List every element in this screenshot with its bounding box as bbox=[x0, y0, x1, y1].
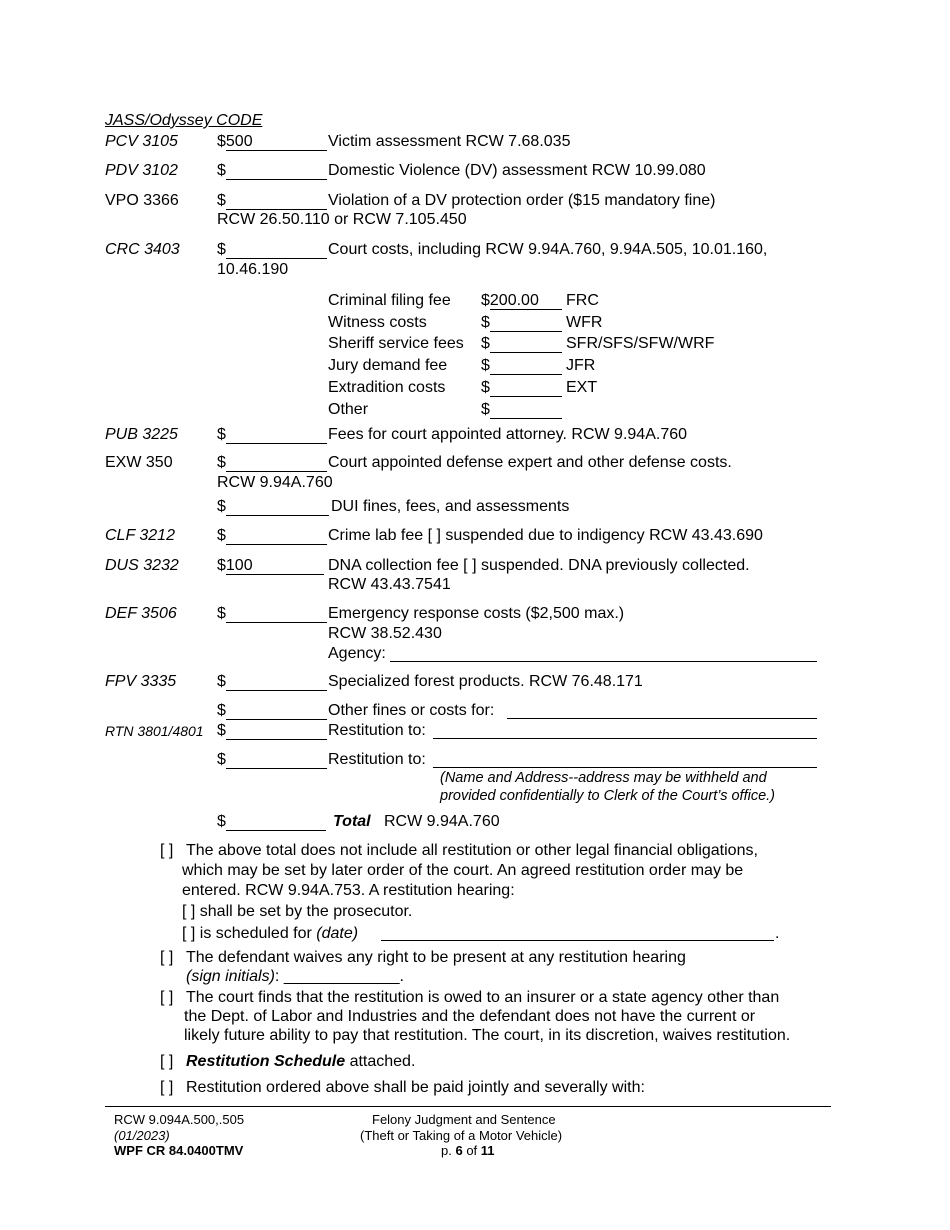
footer-subtitle: (Theft or Taking of a Motor Vehicle) bbox=[360, 1128, 563, 1143]
code-dus: DUS 3232 bbox=[105, 557, 179, 574]
dollar-sign: $ bbox=[217, 241, 226, 258]
amount-field-other[interactable] bbox=[226, 701, 327, 720]
restitution-note-line1: The above total does not include all restitution or other legal financial obligations, bbox=[186, 842, 758, 859]
code-pub: PUB 3225 bbox=[105, 426, 178, 443]
cost-code: WFR bbox=[566, 314, 603, 331]
amount-pcv[interactable] bbox=[217, 132, 327, 152]
footer-page bbox=[441, 1143, 495, 1159]
cost-label: Sheriff service fees bbox=[328, 335, 464, 352]
insurer-line2: the Dept. of Labor and Industries and the defendant does not have the current or bbox=[184, 1008, 756, 1025]
dollar-sign: $ bbox=[217, 426, 226, 443]
agency-field[interactable] bbox=[390, 661, 817, 662]
dollar-sign: $ bbox=[217, 498, 226, 515]
dollar-sign: $ bbox=[217, 162, 226, 179]
desc-crc-2: 10.46.190 bbox=[217, 261, 289, 278]
dollar-sign: $ bbox=[217, 192, 226, 209]
desc-fpv: Specialized forest products. RCW 76.48.171 bbox=[328, 673, 643, 690]
amount-pdv[interactable] bbox=[217, 161, 327, 181]
cost-amount-field[interactable] bbox=[490, 291, 562, 310]
dollar-sign: $ bbox=[217, 454, 226, 471]
desc-dus: DNA collection fee [ ] suspended. DNA previously collected. bbox=[328, 557, 750, 574]
amount-rtn[interactable] bbox=[217, 721, 327, 741]
code-pcv: PCV 3105 bbox=[105, 133, 178, 150]
code-exw: EXW 350 bbox=[105, 454, 173, 471]
checkbox-schedule[interactable]: [ ] bbox=[160, 1053, 174, 1070]
desc-def: Emergency response costs ($2,500 max.) bbox=[328, 605, 625, 622]
amount-field-clf[interactable] bbox=[226, 526, 327, 545]
amount-other[interactable] bbox=[217, 701, 327, 721]
amount-crc[interactable] bbox=[217, 240, 327, 260]
dollar-sign: $ bbox=[481, 335, 490, 352]
amount-field-crc[interactable] bbox=[226, 240, 327, 259]
dollar-sign: $ bbox=[217, 751, 226, 768]
checkbox-insurer[interactable]: [ ] bbox=[160, 989, 174, 1006]
dollar-sign: $ bbox=[217, 702, 226, 719]
hearing-scheduled-text: [ ] is scheduled for bbox=[182, 925, 317, 942]
desc-vpo-2: RCW 26.50.110 or RCW 7.105.450 bbox=[217, 211, 467, 228]
cost-amount[interactable] bbox=[481, 313, 562, 333]
page-total: 11 bbox=[480, 1143, 495, 1158]
schedule-text bbox=[186, 1052, 415, 1072]
cost-amount[interactable] bbox=[481, 334, 562, 354]
code-clf: CLF 3212 bbox=[105, 527, 175, 544]
hearing-option-scheduled[interactable] bbox=[182, 924, 358, 944]
amount-rtn2[interactable] bbox=[217, 750, 327, 770]
jointly-text: Restitution ordered above shall be paid jointly and severally with: bbox=[186, 1079, 645, 1096]
hearing-option-prosecutor[interactable]: [ ] shall be set by the prosecutor. bbox=[182, 903, 413, 920]
amount-field-rtn[interactable] bbox=[226, 721, 327, 740]
desc-pub: Fees for court appointed attorney. RCW 9.94A.760 bbox=[328, 426, 688, 443]
code-pdv: PDV 3102 bbox=[105, 162, 178, 179]
amount-field-pub[interactable] bbox=[226, 425, 327, 444]
restitution-note-1: (Name and Address--address may be withheld and bbox=[440, 770, 767, 786]
cost-label: Criminal filing fee bbox=[328, 292, 451, 309]
desc-exw-2: RCW 9.94A.760 bbox=[217, 474, 333, 491]
amount-field-rtn2[interactable] bbox=[226, 750, 327, 769]
desc-other: Other fines or costs for: bbox=[328, 702, 495, 719]
restitution-note-line2: which may be set by later order of the court. An agreed restitution order may be bbox=[182, 862, 744, 879]
amount-field-pcv[interactable] bbox=[226, 132, 327, 151]
amount-def[interactable] bbox=[217, 604, 327, 624]
dollar-sign: $ bbox=[217, 133, 226, 150]
amount-fpv[interactable] bbox=[217, 672, 327, 692]
cost-amount-field[interactable] bbox=[490, 356, 562, 375]
page-prefix: p. bbox=[441, 1143, 456, 1158]
schedule-bold: Restitution Schedule bbox=[186, 1053, 346, 1070]
desc-vpo: Violation of a DV protection order ($15 mandatory fine) bbox=[328, 192, 716, 209]
insurer-line3: likely future ability to pay that restitution. The court, in its discretion, waives restitution. bbox=[184, 1027, 791, 1044]
dollar-sign: $ bbox=[217, 673, 226, 690]
code-crc: CRC 3403 bbox=[105, 241, 180, 258]
amount-exw[interactable] bbox=[217, 453, 327, 473]
dollar-sign: $ bbox=[481, 292, 490, 309]
desc-rtn2: Restitution to: bbox=[328, 751, 426, 768]
desc-def-2: RCW 38.52.430 bbox=[328, 625, 442, 642]
cost-amount[interactable] bbox=[481, 356, 562, 376]
cost-label: Extradition costs bbox=[328, 379, 446, 396]
dollar-sign: $ bbox=[217, 813, 226, 830]
insurer-line1: The court finds that the restitution is owed to an insurer or a state agency other than bbox=[186, 989, 780, 1006]
cost-amount-field[interactable] bbox=[490, 400, 562, 419]
cost-amount-field[interactable] bbox=[490, 313, 562, 332]
dollar-sign: $ bbox=[481, 379, 490, 396]
checkbox-waive-presence[interactable]: [ ] bbox=[160, 949, 174, 966]
desc-exw: Court appointed defense expert and other defense costs. bbox=[328, 454, 732, 471]
cost-label: Witness costs bbox=[328, 314, 427, 331]
footer-divider bbox=[105, 1106, 831, 1107]
amount-field-fpv[interactable] bbox=[226, 672, 327, 691]
page-number: 6 bbox=[455, 1143, 463, 1158]
cost-amount-field[interactable] bbox=[490, 334, 562, 353]
cost-label: Jury demand fee bbox=[328, 357, 448, 374]
dollar-sign: $ bbox=[481, 357, 490, 374]
cost-amount[interactable] bbox=[481, 291, 562, 311]
footer-form-id: WPF CR 84.0400TMV bbox=[114, 1143, 244, 1158]
amount-value-dus: 100 bbox=[225, 557, 253, 574]
cost-code: EXT bbox=[566, 379, 598, 396]
amount-field-def[interactable] bbox=[226, 604, 327, 623]
amount-field-exw[interactable] bbox=[226, 453, 327, 472]
cost-code: JFR bbox=[566, 357, 596, 374]
checkbox-jointly[interactable]: [ ] bbox=[160, 1079, 174, 1096]
sign-initials-blank: : _____________. bbox=[274, 968, 404, 985]
cost-amount-field[interactable] bbox=[490, 378, 562, 397]
cost-amount-value: 200.00 bbox=[489, 292, 539, 309]
footer-rcw: RCW 9.094A.500,.505 bbox=[114, 1112, 245, 1127]
amount-field-total[interactable] bbox=[226, 812, 326, 831]
amount-clf[interactable] bbox=[217, 526, 327, 546]
code-rtn: RTN 3801/4801 bbox=[105, 723, 204, 739]
amount-total[interactable] bbox=[217, 812, 326, 832]
amount-dui[interactable] bbox=[217, 497, 329, 517]
jass-code-header: JASS/Odyssey CODE bbox=[105, 112, 263, 129]
footer-date: (01/2023) bbox=[114, 1128, 170, 1143]
desc-dus-2: RCW 43.43.7541 bbox=[328, 576, 451, 593]
restitution-to-field[interactable] bbox=[433, 738, 817, 739]
cost-amount[interactable] bbox=[481, 378, 562, 398]
code-fpv: FPV 3335 bbox=[105, 673, 177, 690]
amount-field-pdv[interactable] bbox=[226, 161, 327, 180]
page-of: of bbox=[462, 1143, 481, 1158]
desc-clf: Crime lab fee [ ] suspended due to indigency RCW 43.43.690 bbox=[328, 527, 763, 544]
hearing-date-field[interactable] bbox=[381, 940, 774, 941]
dollar-sign: $ bbox=[481, 314, 490, 331]
amount-field-vpo[interactable] bbox=[226, 191, 327, 210]
total-rcw: RCW 9.94A.760 bbox=[384, 813, 500, 830]
amount-value-pcv: 500 bbox=[225, 133, 253, 150]
amount-field-dus[interactable] bbox=[226, 556, 324, 575]
amount-vpo[interactable] bbox=[217, 191, 327, 211]
total-label: Total bbox=[333, 813, 371, 830]
waive-presence-line1: The defendant waives any right to be present at any restitution hearing bbox=[186, 949, 686, 966]
sign-initials-label: (sign initials) bbox=[186, 968, 275, 985]
other-fines-field[interactable] bbox=[507, 718, 817, 719]
dollar-sign: $ bbox=[217, 722, 226, 739]
desc-pdv: Domestic Violence (DV) assessment RCW 10.99.080 bbox=[328, 162, 706, 179]
restitution-note-2: provided confidentially to Clerk of the Court’s office.) bbox=[440, 788, 776, 804]
cost-code: SFR/SFS/SFW/WRF bbox=[566, 335, 715, 352]
cost-code: FRC bbox=[566, 292, 599, 309]
amount-field-dui[interactable] bbox=[226, 497, 329, 516]
sign-initials[interactable] bbox=[186, 967, 404, 987]
restitution-note-line3: entered. RCW 9.94A.753. A restitution hearing: bbox=[182, 882, 515, 899]
amount-pub[interactable] bbox=[217, 425, 327, 445]
cost-amount[interactable] bbox=[481, 400, 562, 420]
desc-rtn: Restitution to: bbox=[328, 722, 426, 739]
amount-dus[interactable] bbox=[217, 556, 324, 576]
dollar-sign: $ bbox=[217, 557, 226, 574]
dollar-sign: $ bbox=[217, 527, 226, 544]
footer-title: Felony Judgment and Sentence bbox=[372, 1112, 556, 1127]
cost-label: Other bbox=[328, 401, 369, 418]
schedule-rest: attached. bbox=[345, 1053, 416, 1070]
checkbox-restitution-note[interactable]: [ ] bbox=[160, 842, 174, 859]
desc-crc: Court costs, including RCW 9.94A.760, 9.94A.505, 10.01.160, bbox=[328, 241, 768, 258]
code-vpo: VPO 3366 bbox=[105, 192, 179, 209]
date-label: (date) bbox=[316, 925, 359, 942]
agency-label: Agency: bbox=[328, 645, 386, 662]
code-def: DEF 3506 bbox=[105, 605, 177, 622]
hearing-date-period: . bbox=[775, 925, 780, 942]
desc-dui: DUI fines, fees, and assessments bbox=[331, 498, 570, 515]
desc-pcv: Victim assessment RCW 7.68.035 bbox=[328, 133, 571, 150]
dollar-sign: $ bbox=[217, 605, 226, 622]
restitution-to-field-2[interactable] bbox=[433, 767, 817, 768]
dollar-sign: $ bbox=[481, 401, 490, 418]
